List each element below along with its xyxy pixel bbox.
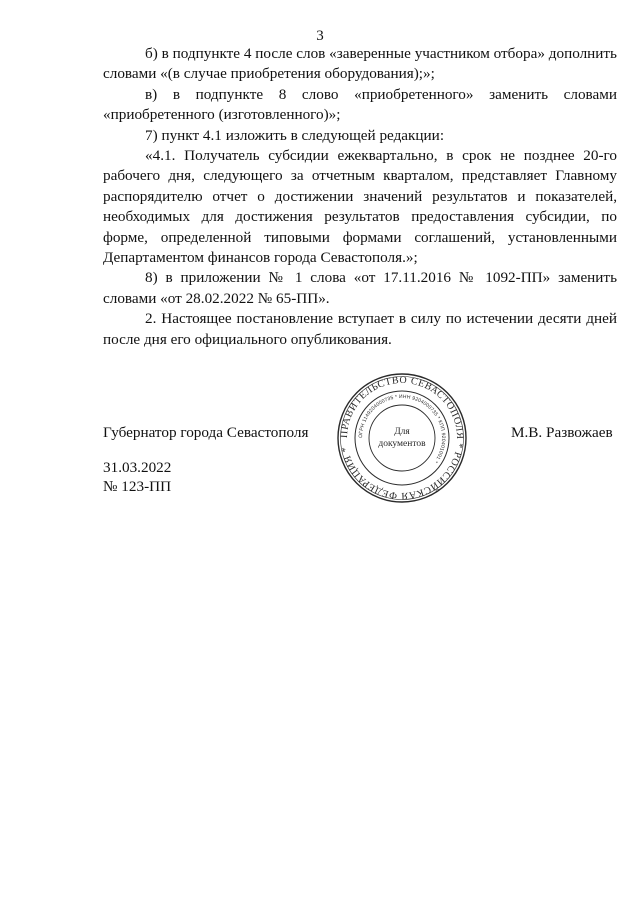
paragraph-item-8: 8) в приложении № 1 слова «от 17.11.2016 № 1092-ПП» заменить словами «от 28.02.2022 № 65-ПП». [103,269,617,307]
paragraph-amendment-b: б) в подпункте 4 после слов «заверенные участником отбора» дополнить словами «(в случае приобретения оборудования);»; [103,45,617,83]
signatory-title: Губернатор города Севастополя [103,424,309,441]
document-number: № 123-ПП [103,478,172,495]
seal-inner-text: ОГРН 1149204000735 * ИНН 9204000735 * КПП 920401001 * [357,393,447,465]
paragraph-item-7: 7) пункт 4.1 изложить в следующей редакции: [145,126,445,144]
seal-center-line-2: документов [378,439,426,449]
seal-center-line-1: Для [394,427,410,437]
svg-text:ПРАВИТЕЛЬСТВО СЕВАСТОПОЛЯ * РО [339,375,465,501]
paragraph-amendment-v: в) в подпункте 8 слово «приобретенного» заменить словами «приобретенного (изготовленного)»; [103,85,617,124]
official-seal [336,372,468,504]
seal-outer-text: ПРАВИТЕЛЬСТВО СЕВАСТОПОЛЯ * РОССИЙСКАЯ ФЕДЕРАЦИЯ * [338,374,466,502]
signatory-name: М.В. Развожаев [511,424,613,441]
paragraph-clause-4-1: «4.1. Получатель субсидии ежеквартально, в срок не позднее 20-го рабочего дня, следующего за отчетным кварталом, представляет Главному распорядителю отчет о достижении значений результатов и показателей, необходимых для достижения результатов предоставления субсидии, по форме, определенной типовыми формами соглашений, установленными Департаментом финансов города Севастополя.»; [103,147,617,267]
paragraph-effective-date: 2. Настоящее постановление вступает в силу по истечении десяти дней после дня его официального опубликования. [103,310,617,348]
document-body [103,44,617,350]
page-number: 3 [316,28,324,44]
document-date: 31.03.2022 [103,459,172,476]
